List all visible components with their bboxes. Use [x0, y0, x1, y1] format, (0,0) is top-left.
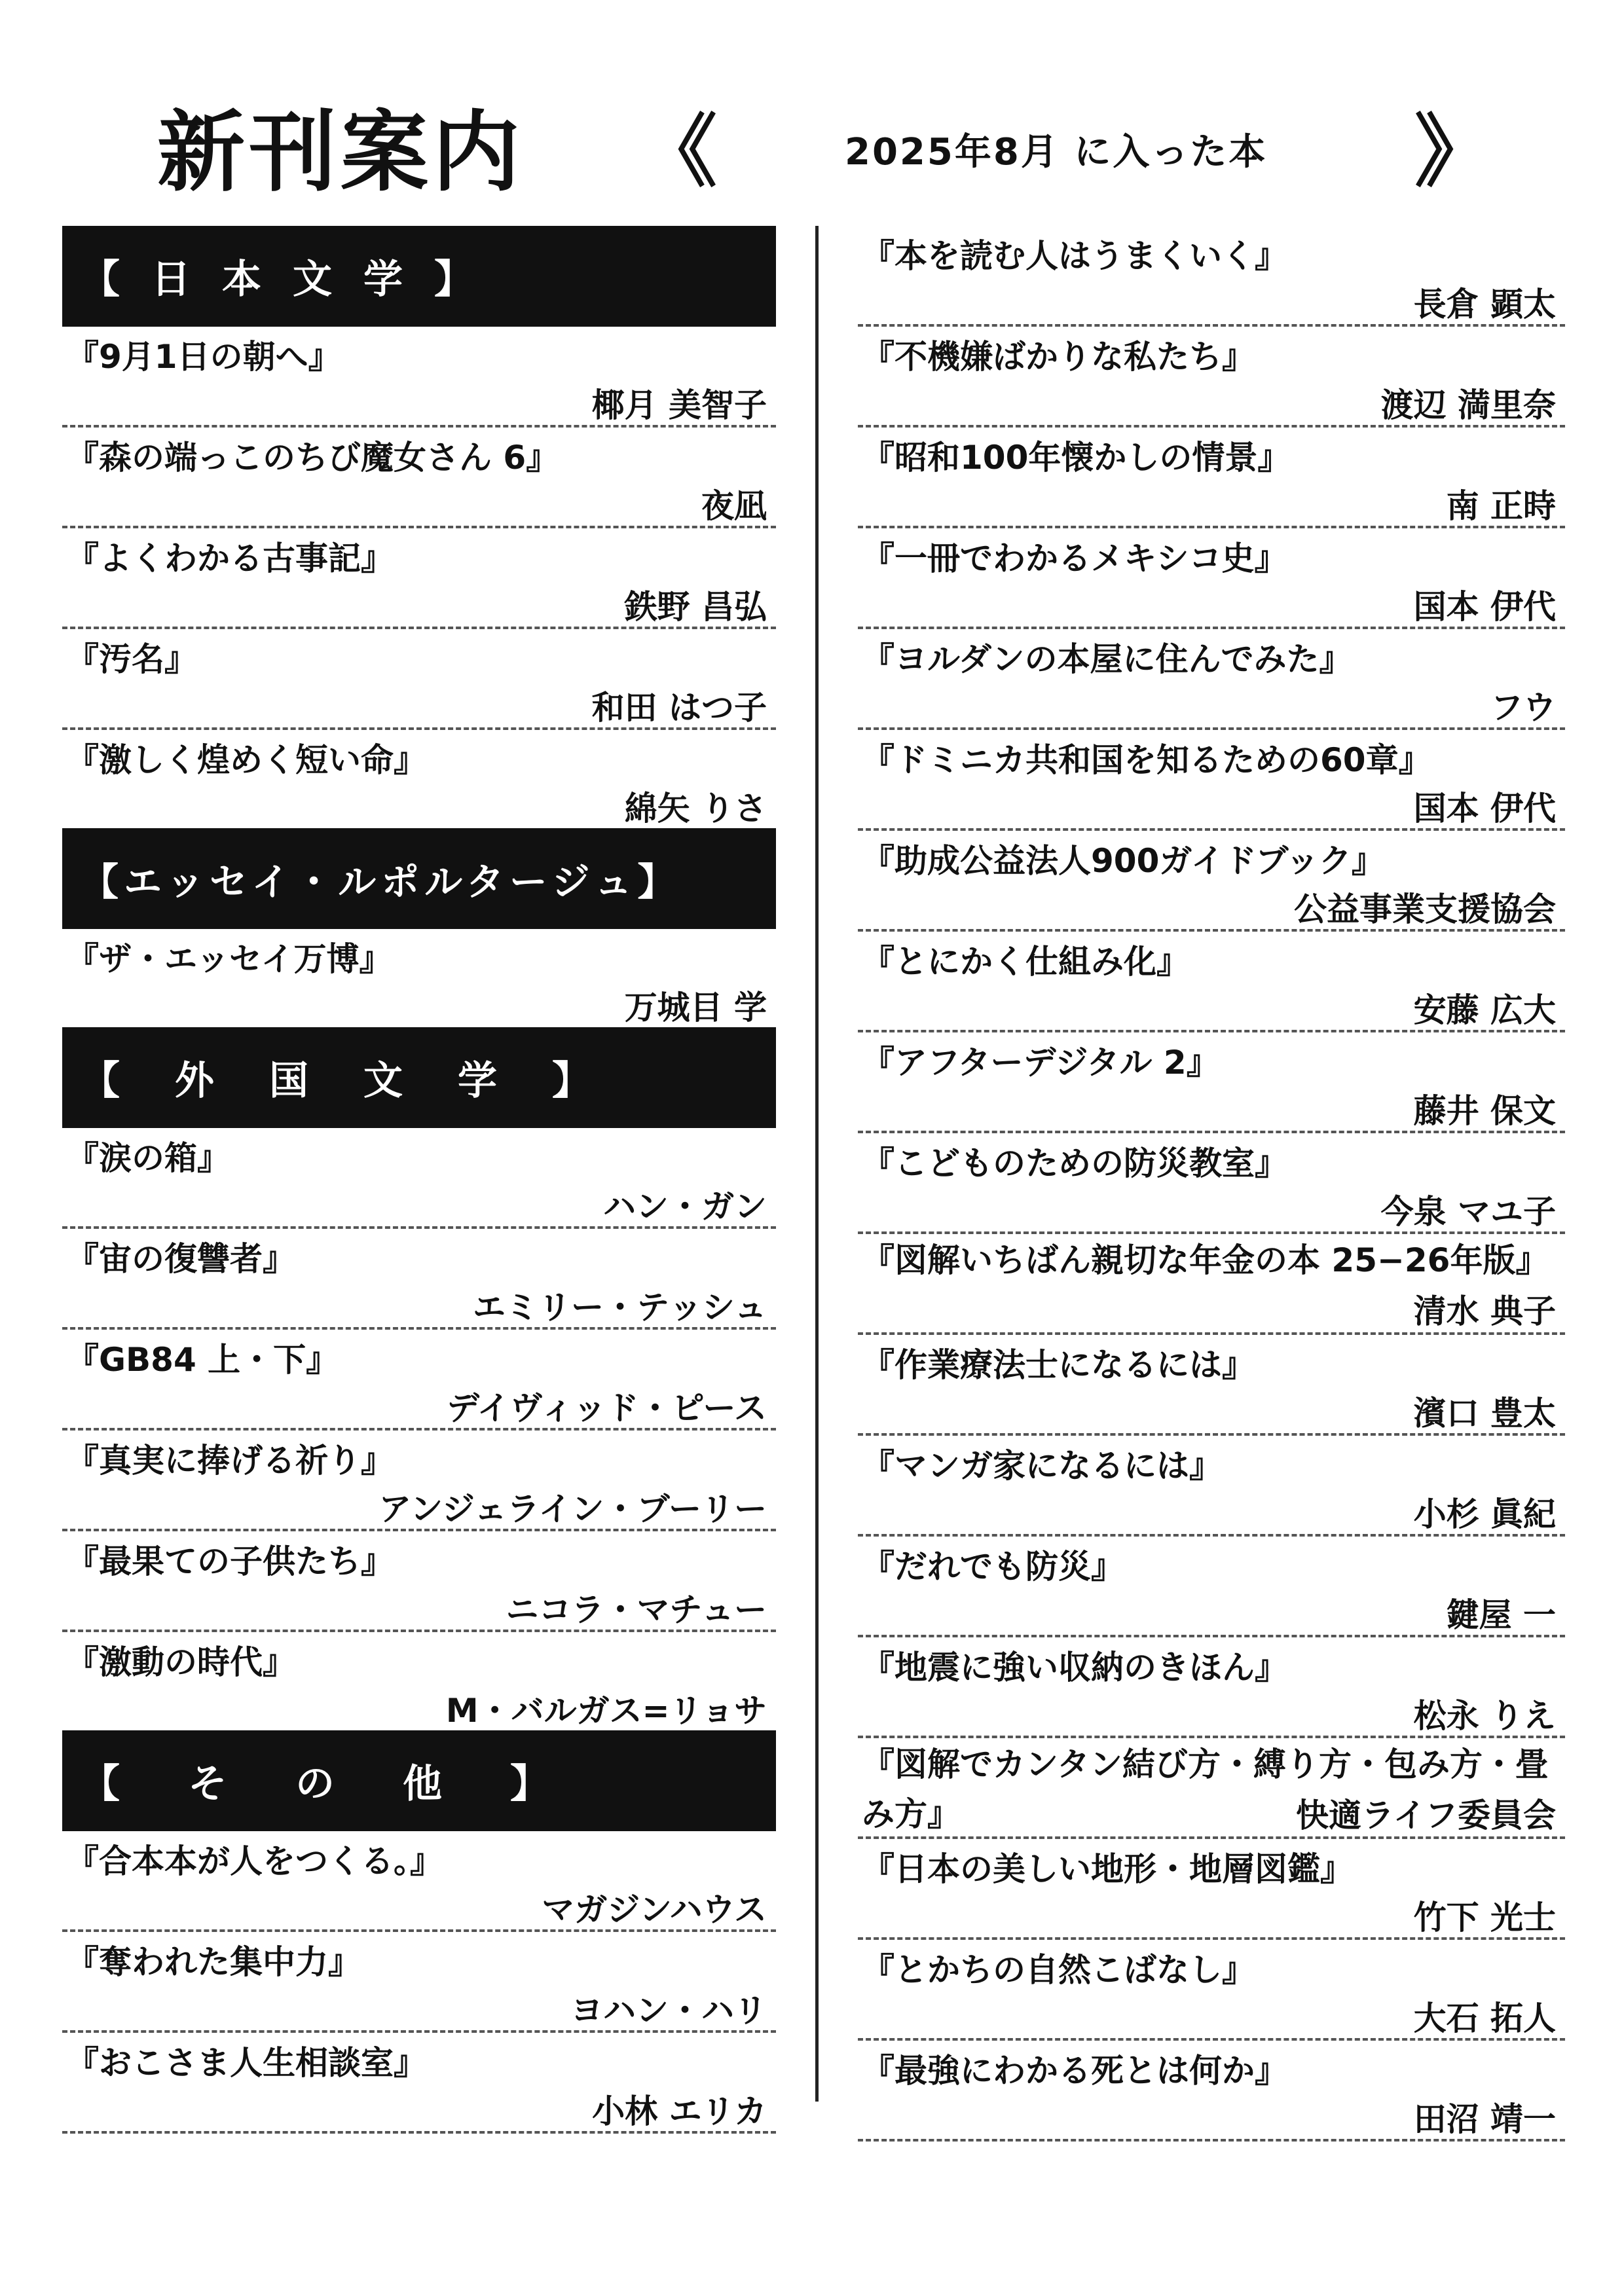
book-title: 『地震に強い収納のきほん』	[862, 1649, 1287, 1686]
book-entry	[858, 1436, 1565, 1537]
book-title: 『作業療法士になるには』	[862, 1346, 1255, 1384]
book-author: 南 正時	[1446, 487, 1556, 525]
book-entry	[858, 932, 1565, 1032]
book-title: 『だれでも防災』	[862, 1548, 1124, 1586]
book-author: エミリー・テッシュ	[473, 1288, 767, 1326]
book-entry	[62, 1229, 776, 1330]
book-title: 『一冊でわかるメキシコ史』	[862, 539, 1287, 577]
book-author: 公益事業支援協会	[1294, 890, 1556, 928]
book-entry	[858, 226, 1565, 327]
book-entry	[62, 929, 776, 1027]
category-label: 【外国文学】	[81, 1058, 646, 1104]
book-author: M・バルガス=リョサ	[445, 1692, 767, 1730]
book-author: 竹下 光士	[1413, 1899, 1556, 1937]
book-entry	[62, 1831, 776, 1932]
book-entry	[62, 730, 776, 828]
book-entry	[62, 1632, 776, 1730]
book-entry	[858, 1839, 1565, 1940]
book-author: ヨハン・ハリ	[570, 1992, 767, 2030]
book-author: 小林 エリカ	[592, 2092, 767, 2130]
book-entry	[858, 1537, 1565, 1637]
book-entry	[858, 831, 1565, 932]
category-label: 【エッセイ・ルポルタージュ】	[81, 860, 681, 904]
book-title: 『図解いちばん親切な年金の本 25−26年版』	[862, 1241, 1549, 1279]
book-entry	[858, 327, 1565, 428]
book-author: 藤井 保文	[1413, 1092, 1556, 1130]
book-entry	[62, 1932, 776, 2033]
book-author: 清水 典子	[1413, 1292, 1556, 1330]
book-author: 椰月 美智子	[591, 386, 767, 424]
title-bracket-close: 》	[1414, 107, 1493, 198]
book-title: 『よくわかる古事記』	[66, 539, 394, 577]
book-author: 渡辺 満里奈	[1380, 386, 1556, 424]
book-entry	[858, 1234, 1565, 1335]
book-title: 『森の端っこのちび魔女さん 6』	[66, 439, 559, 477]
book-author: マガジンハウス	[542, 1891, 767, 1929]
book-author: 快適ライフ委員会	[1296, 1796, 1556, 1834]
book-author: ニコラ・マチュー	[506, 1591, 767, 1629]
book-entry	[858, 1335, 1565, 1436]
header	[0, 97, 1624, 208]
book-title: 『9月1日の朝へ』	[66, 338, 341, 376]
category-header-japanese-literature	[62, 226, 776, 327]
category-label: 【その他】	[81, 1761, 618, 1807]
book-title: 『日本の美しい地形・地層図鑑』	[862, 1850, 1353, 1888]
book-entry	[858, 1738, 1565, 1839]
book-author: 今泉 マユ子	[1380, 1193, 1556, 1231]
book-title: 『激動の時代』	[66, 1643, 295, 1681]
book-entry	[62, 1330, 776, 1430]
book-title: 『涙の箱』	[66, 1139, 230, 1177]
book-author: 綿矢 りさ	[624, 790, 767, 828]
book-title: 『昭和100年懐かしの情景』	[862, 439, 1291, 477]
book-entry	[858, 1133, 1565, 1234]
book-author: 長倉 顕太	[1413, 285, 1556, 323]
book-entry	[858, 1637, 1565, 1738]
book-title: 『とにかく仕組み化』	[862, 943, 1189, 981]
book-entry	[62, 528, 776, 629]
book-author: デイヴィッド・ピース	[447, 1389, 767, 1427]
category-header-foreign-literature	[62, 1027, 776, 1128]
book-author: 和田 はつ子	[591, 689, 767, 727]
right-column	[858, 226, 1565, 2141]
book-title: 『GB84 上・下』	[66, 1341, 339, 1379]
book-entry	[62, 1430, 776, 1531]
book-entry	[858, 428, 1565, 528]
book-title: 『激しく煌めく短い命』	[66, 741, 426, 779]
book-title: 『合本本が人をつくる。』	[66, 1842, 443, 1880]
book-title: 『こどものための防災教室』	[862, 1144, 1287, 1182]
page-subtitle: 2025年8月 に入った本	[845, 131, 1268, 173]
left-column	[62, 226, 776, 2134]
book-entry	[62, 1128, 776, 1229]
book-title: 『とかちの自然こばなし』	[862, 1951, 1255, 1989]
book-title: 『最果ての子供たち』	[66, 1542, 394, 1580]
book-author: 田沼 靖一	[1413, 2100, 1556, 2138]
category-label: 【日本文学】	[81, 257, 505, 302]
book-title: 『宙の復讐者』	[66, 1240, 295, 1278]
book-title: 『ヨルダンの本屋に住んでみた』	[862, 640, 1352, 678]
book-entry	[858, 528, 1565, 629]
category-header-essay-reportage	[62, 828, 776, 929]
book-author: 万城目 学	[624, 989, 767, 1027]
column-divider	[815, 226, 819, 2102]
book-title: 『本を読む人はうまくいく』	[862, 237, 1287, 275]
book-entry	[62, 327, 776, 428]
book-author: 松永 りえ	[1413, 1697, 1556, 1735]
book-author: 国本 伊代	[1413, 790, 1556, 828]
book-entry	[858, 1032, 1565, 1133]
book-author: フウ	[1490, 689, 1556, 727]
book-title: 『奪われた集中力』	[66, 1943, 361, 1981]
book-entry	[858, 1940, 1565, 2041]
book-author: 小杉 眞紀	[1413, 1495, 1556, 1533]
book-title: 『真実に捧げる祈り』	[66, 1442, 394, 1480]
book-entry	[858, 730, 1565, 831]
book-entry	[858, 2041, 1565, 2141]
book-author: 鍵屋 一	[1446, 1596, 1556, 1634]
book-title: 『汚名』	[66, 640, 197, 678]
title-bracket-open: 《	[638, 107, 717, 198]
book-author: ハン・ガン	[603, 1188, 767, 1226]
book-author: 鉄野 昌弘	[624, 588, 767, 626]
book-title: 『アフターデジタル 2』	[862, 1044, 1219, 1082]
category-header-other	[62, 1730, 776, 1831]
book-title: 『不機嫌ばかりな私たち』	[862, 338, 1255, 376]
book-entry	[62, 629, 776, 730]
book-title: 『ドミニカ共和国を知るための60章』	[862, 741, 1431, 779]
book-author: 大石 拓人	[1413, 1999, 1556, 2037]
book-title: 『ザ・エッセイ万博』	[66, 940, 392, 978]
book-author: 国本 伊代	[1413, 588, 1556, 626]
book-entry	[62, 428, 776, 528]
page-title: 新刊案内	[157, 101, 525, 204]
book-title: 『図解でカンタン結び方・縛り方・包み方・畳み方』	[862, 1745, 1548, 1833]
book-author: 濱口 豊太	[1413, 1394, 1556, 1432]
book-author: 夜凪	[701, 487, 767, 525]
book-title: 『おこさま人生相談室』	[66, 2044, 426, 2082]
book-entry	[62, 2033, 776, 2134]
book-author: 安藤 広大	[1413, 991, 1556, 1029]
book-title: 『最強にわかる死とは何か』	[862, 2052, 1287, 2090]
book-title: 『助成公益法人900ガイドブック』	[862, 842, 1384, 880]
book-title: 『マンガ家になるには』	[862, 1447, 1222, 1485]
book-entry	[62, 1531, 776, 1632]
book-author: アンジェライン・ブーリー	[378, 1490, 767, 1528]
book-entry	[858, 629, 1565, 730]
